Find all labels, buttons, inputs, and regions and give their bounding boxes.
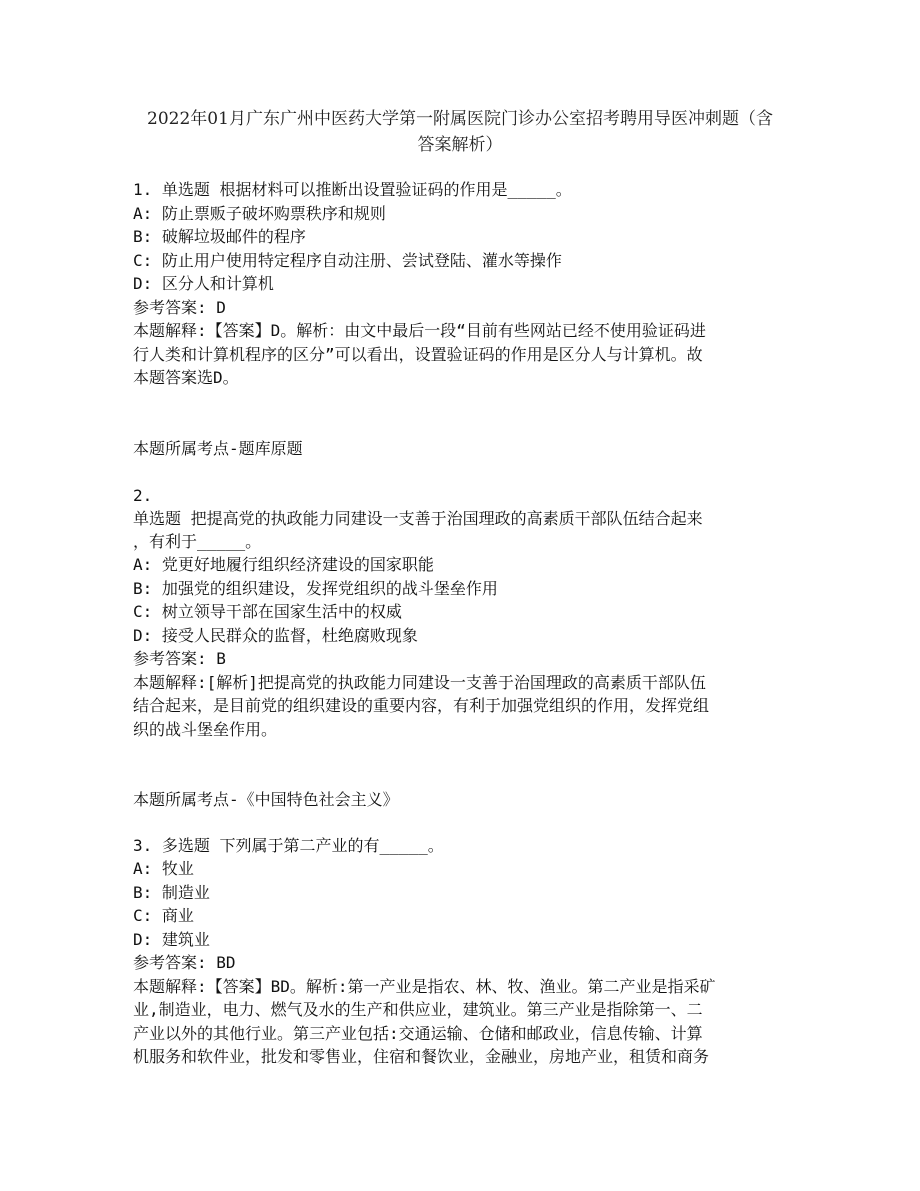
q2-topic: 本题所属考点-《中国特色社会主义》 (133, 790, 399, 809)
q1-option-a: A: 防止票贩子破坏购票秩序和规则 (133, 204, 386, 223)
q3-option-b: B: 制造业 (133, 883, 210, 902)
q2-option-b: B: 加强党的组织建设，发挥党组织的战斗堡垒作用 (133, 579, 498, 598)
q1-answer: 参考答案: D (133, 298, 226, 317)
q3-answer: 参考答案: BD (133, 953, 236, 972)
q2-answer: 参考答案: B (133, 649, 226, 668)
q3-option-c: C: 商业 (133, 906, 194, 925)
q1-explanation-2: 行人类和计算机程序的区分”可以看出，设置验证码的作用是区分人与计算机。故 (133, 345, 703, 364)
title-line-1: 2022年01月广东广州中医药大学第一附属医院门诊办公室招考聘用导医冲刺题（含 (147, 109, 773, 129)
q1-explanation-1: 本题解释:【答案】D。解析：由文中最后一段“目前有些网站已经不使用验证码进 (133, 321, 706, 340)
q3-explanation-2: 业,制造业，电力、燃气及水的生产和供应业，建筑业。第三产业是指除第一、二 (133, 1000, 703, 1019)
title-line-2: 答案解析） (417, 135, 503, 155)
q2-number: 2. (133, 486, 153, 505)
q3-explanation-1: 本题解释:【答案】BD。解析:第一产业是指农、林、牧、渔业。第二产业是指采矿 (133, 977, 716, 996)
q1-option-b: B: 破解垃圾邮件的程序 (133, 227, 306, 246)
q2-option-a: A: 党更好地履行组织经济建设的国家职能 (133, 555, 434, 574)
q2-option-d: D: 接受人民群众的监督，杜绝腐败现象 (133, 626, 418, 645)
q3-explanation-4: 机服务和软件业，批发和零售业，住宿和餐饮业，金融业，房地产业，租赁和商务 (133, 1047, 710, 1066)
q2-explanation-2: 结合起来，是目前党的组织建设的重要内容，有利于加强党组织的作用，发挥党组 (133, 696, 710, 715)
q3-option-a: A: 牧业 (133, 859, 194, 878)
q2-question-2: ，有利于_____。 (133, 532, 262, 551)
q3-option-d: D: 建筑业 (133, 930, 210, 949)
q3-explanation-3: 产业以外的其他行业。第三产业包括:交通运输、仓储和邮政业，信息传输、计算 (133, 1024, 703, 1043)
q1-explanation-3: 本题答案选D。 (133, 368, 239, 387)
q2-option-c: C: 树立领导干部在国家生活中的权威 (133, 602, 402, 621)
q1-topic: 本题所属考点-题库原题 (133, 439, 303, 458)
q2-explanation-3: 织的战斗堡垒作用。 (133, 720, 278, 739)
page-title (120, 106, 800, 158)
q2-question-1: 单选题 把提高党的执政能力同建设一支善于治国理政的高素质干部队伍结合起来 (133, 509, 703, 528)
q1-question: 1. 单选题 根据材料可以推断出设置验证码的作用是_____。 (133, 180, 572, 199)
q1-option-d: D: 区分人和计算机 (133, 274, 274, 293)
q2-explanation-1: 本题解释:[解析]把提高党的执政能力同建设一支善于治国理政的高素质干部队伍 (133, 673, 706, 692)
q3-question: 3. 多选题 下列属于第二产业的有_____。 (133, 836, 444, 855)
q1-option-c: C: 防止用户使用特定程序自动注册、尝试登陆、灌水等操作 (133, 251, 562, 270)
